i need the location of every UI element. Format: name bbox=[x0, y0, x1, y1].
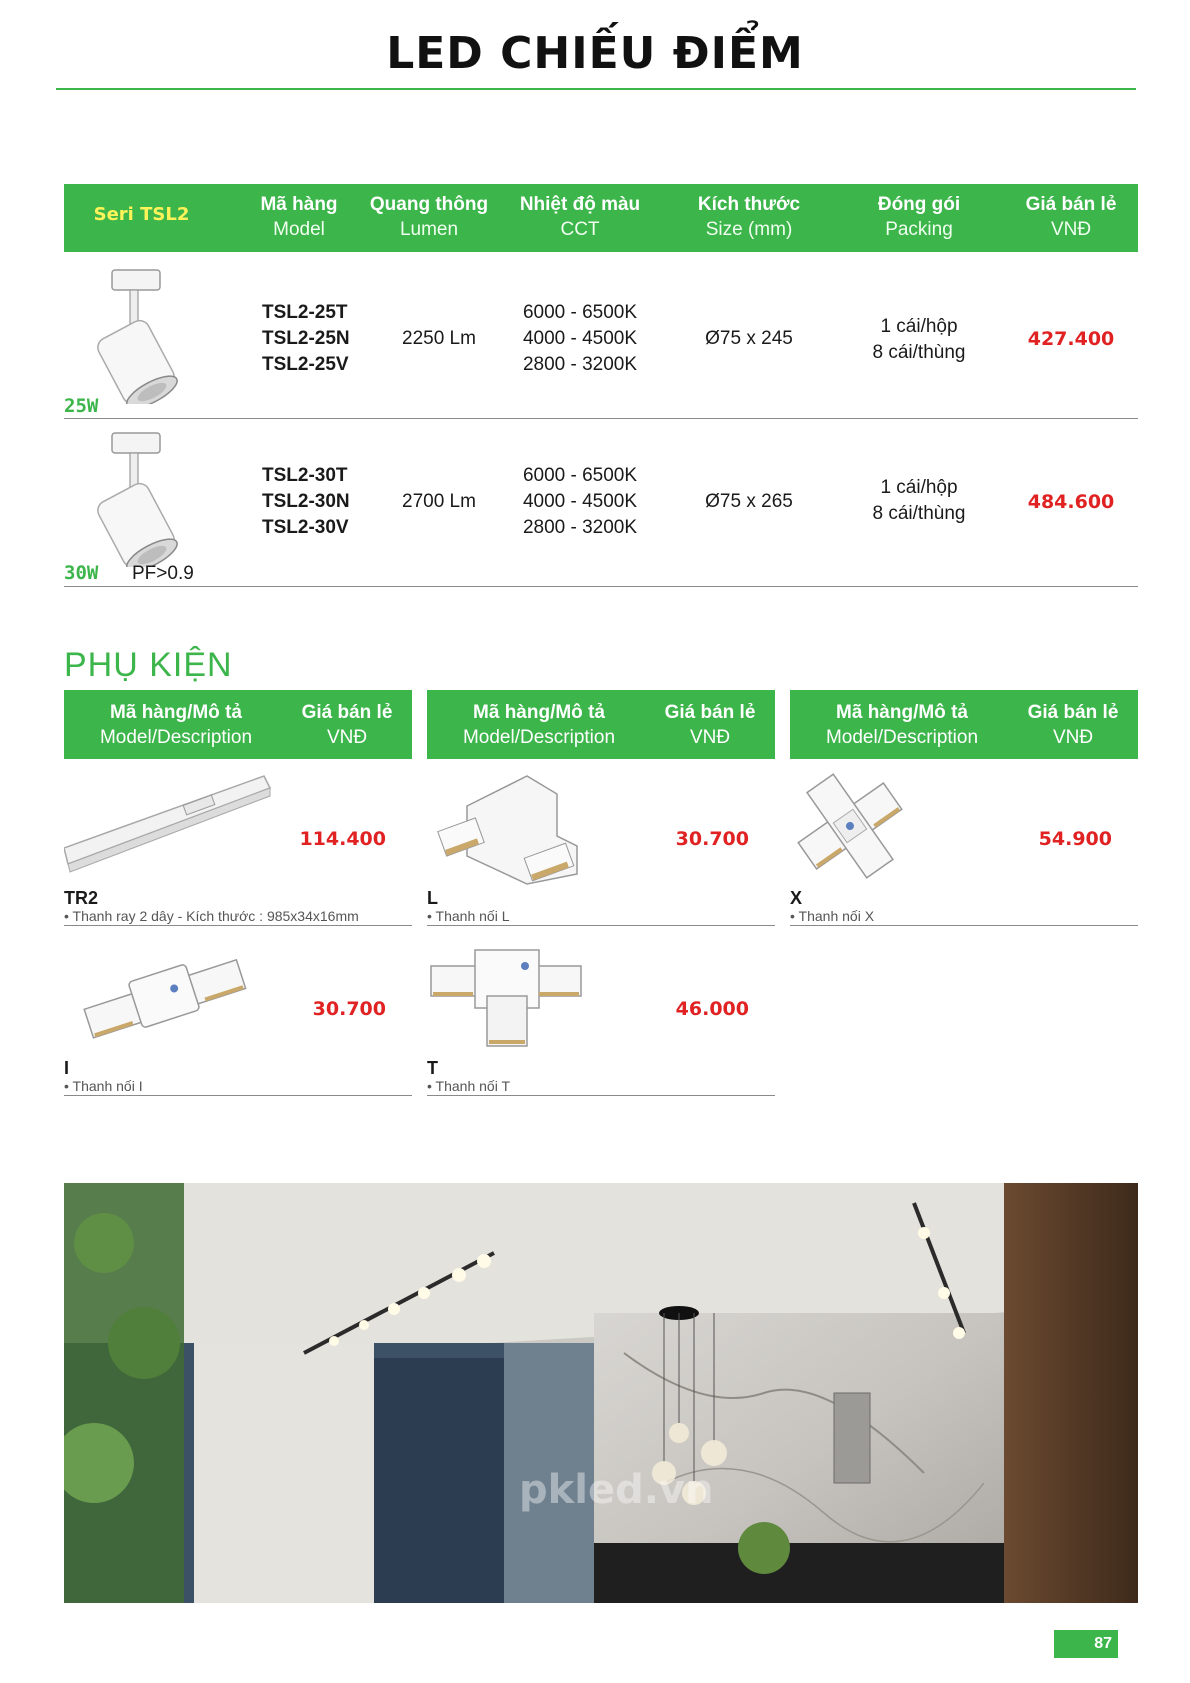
packing-values: 1 cái/hộp 8 cái/thùng bbox=[872, 477, 966, 524]
series-label: Seri TSL2 bbox=[93, 204, 190, 225]
cct-values: 6000 - 6500K 4000 - 4500K 2800 - 3200K bbox=[522, 465, 638, 538]
accessory-item-l bbox=[427, 766, 775, 926]
x-connector-icon bbox=[790, 766, 1010, 886]
track-spotlight-icon bbox=[74, 264, 194, 404]
accessory-price: 114.400 bbox=[299, 828, 386, 850]
accessory-desc: • Thanh nối L bbox=[427, 908, 510, 924]
t-connector-icon bbox=[427, 936, 647, 1056]
accessory-code: T bbox=[427, 1058, 438, 1078]
header-packing: Đóng gói Packing bbox=[877, 194, 961, 240]
accessory-price: 30.700 bbox=[675, 828, 749, 850]
accessory-code: X bbox=[790, 888, 803, 908]
page-number: 87 bbox=[1054, 1630, 1118, 1658]
product-row bbox=[64, 252, 1138, 419]
l-connector-icon bbox=[427, 766, 647, 886]
accessory-header: Mã hàng/Mô tả Model/Description Giá bán lẻ VNĐ bbox=[790, 690, 1138, 759]
header-lumen: Quang thông Lumen bbox=[369, 194, 489, 240]
i-connector-icon bbox=[64, 936, 284, 1056]
model-codes: TSL2-25T TSL2-25N TSL2-25V bbox=[262, 302, 350, 375]
track-spotlight-icon bbox=[74, 427, 194, 567]
track-rail-icon bbox=[64, 766, 284, 886]
watermark-text: pkled.vn bbox=[519, 1467, 714, 1513]
accessory-item-tr2 bbox=[64, 766, 412, 926]
interior-photo bbox=[64, 1183, 1138, 1603]
accessory-desc: • Thanh nối X bbox=[790, 908, 875, 924]
accessory-code: L bbox=[427, 888, 438, 908]
accessory-price: 30.700 bbox=[312, 998, 386, 1020]
power-factor-note: PF>0.9 bbox=[132, 563, 194, 584]
accessory-item-x bbox=[790, 766, 1138, 926]
accessory-price: 46.000 bbox=[675, 998, 749, 1020]
packing-values: 1 cái/hộp 8 cái/thùng bbox=[872, 316, 966, 363]
product-table-header bbox=[64, 184, 1138, 252]
accessory-header: Mã hàng/Mô tả Model/Description Giá bán lẻ VNĐ bbox=[64, 690, 412, 759]
title-divider bbox=[56, 88, 1136, 90]
header-size: Kích thước Size (mm) bbox=[697, 194, 801, 240]
header-model: Mã hàng Model bbox=[260, 194, 338, 240]
lumen-value: 2250 Lm bbox=[402, 328, 476, 349]
size-value: Ø75 x 245 bbox=[705, 328, 793, 349]
header-cct: Nhiệt độ màu CCT bbox=[519, 194, 641, 240]
accessory-desc: • Thanh nối I bbox=[64, 1078, 143, 1094]
accessory-desc: • Thanh ray 2 dây - Kích thước : 985x34x16mm bbox=[64, 908, 359, 924]
retail-price: 427.400 bbox=[1027, 328, 1115, 350]
accessories-title: PHỤ KIỆN bbox=[64, 646, 233, 684]
size-value: Ø75 x 265 bbox=[705, 491, 793, 512]
lumen-value: 2700 Lm bbox=[402, 491, 476, 512]
cct-values: 6000 - 6500K 4000 - 4500K 2800 - 3200K bbox=[522, 302, 638, 375]
interior-scene-image bbox=[64, 1183, 1138, 1603]
accessory-price: 54.900 bbox=[1038, 828, 1112, 850]
wattage-label: 25W bbox=[64, 395, 99, 417]
product-row bbox=[64, 419, 1138, 587]
accessory-header: Mã hàng/Mô tả Model/Description Giá bán lẻ VNĐ bbox=[427, 690, 775, 759]
wattage-label: 30W bbox=[64, 562, 99, 584]
accessory-item-i bbox=[64, 936, 412, 1096]
page-title: LED CHIẾU ĐIỂM bbox=[386, 28, 804, 79]
accessory-code: I bbox=[64, 1058, 70, 1078]
retail-price: 484.600 bbox=[1027, 491, 1115, 513]
accessory-code: TR2 bbox=[64, 888, 99, 908]
header-price: Giá bán lẻ VNĐ bbox=[1025, 194, 1117, 240]
model-codes: TSL2-30T TSL2-30N TSL2-30V bbox=[262, 465, 350, 538]
accessory-desc: • Thanh nối T bbox=[427, 1078, 510, 1094]
accessory-item-t bbox=[427, 936, 775, 1096]
